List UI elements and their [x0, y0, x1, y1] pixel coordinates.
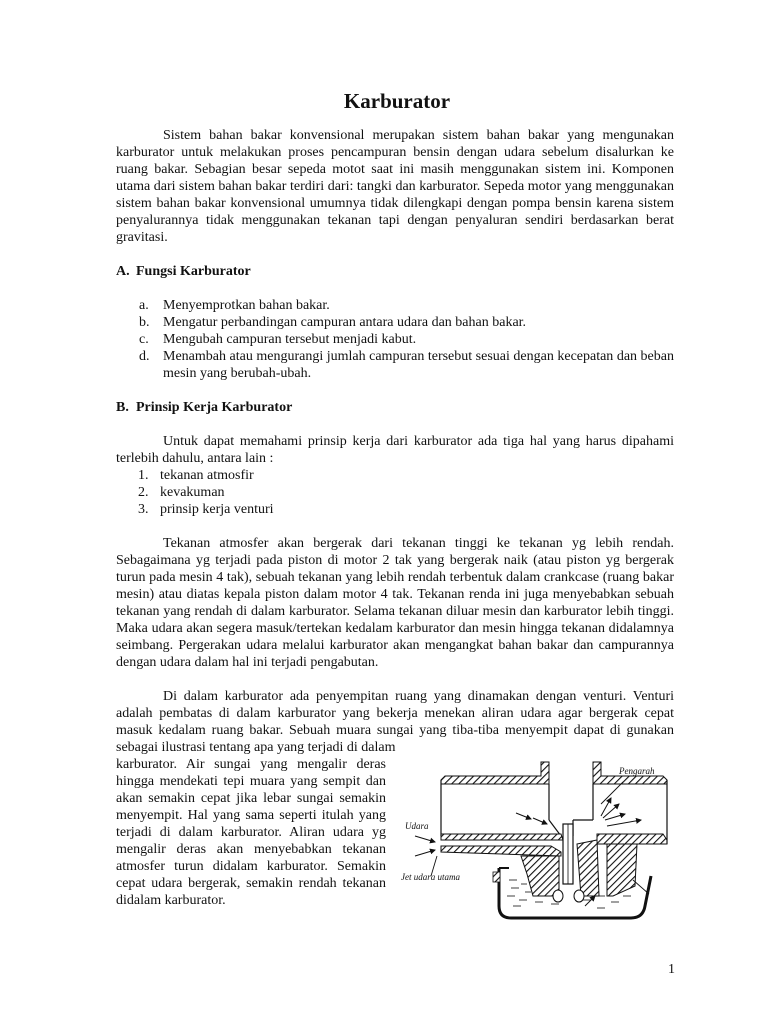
section-b-title: Prinsip Kerja Karburator [136, 400, 293, 415]
list-marker: c. [139, 332, 149, 347]
section-b-intro: Untuk dapat memahami prinsip kerja dari karburator ada tiga hal yang harus dipahami terlebih dahulu, antara lain : [116, 434, 674, 466]
list-marker: 2. [138, 485, 149, 500]
section-a-label: A. [116, 264, 130, 279]
paragraph-venturi-continued: karburator. Air sungai yang mengalir deras hingga mendekati tepi muara yang sempit dan akan semakin cepat jika lebar sungai semakin menyempit. Hal yang sama seperti itulah yang terjadi di dalam karburator. Aliran udara yg mengalir deras akan menyebabkan tekanan atmosfer turun didalam karburator. Semakin cepat udara bergerak, semakin rendah tekanan didalam karburator. [116, 757, 386, 908]
page-content [116, 88, 674, 909]
list-marker: d. [139, 349, 150, 364]
section-b-label: B. [116, 400, 129, 415]
list-text: Menambah atau mengurangi jumlah campuran tersebut sesuai dengan kecepatan dan beban mesin yang berubah-ubah. [163, 349, 674, 381]
list-item [116, 501, 674, 518]
venturi-wrap [116, 756, 674, 909]
list-item [116, 297, 674, 314]
fungsi-list [116, 297, 674, 382]
label-jet-udara-utama: Jet udara utama [401, 872, 460, 882]
list-text: prinsip kerja venturi [160, 502, 274, 517]
section-b-heading [116, 399, 674, 416]
page-number: 1 [668, 962, 675, 977]
section-a-title: Fungsi Karburator [136, 264, 251, 279]
document-title: Karburator [343, 89, 451, 113]
list-item [116, 331, 674, 348]
label-pengarah: Pengarah [619, 766, 655, 776]
carburetor-diagram [401, 756, 686, 921]
list-item [116, 484, 674, 501]
list-text: Menyemprotkan bahan bakar. [163, 298, 330, 313]
list-text: tekanan atmosfir [160, 468, 254, 483]
list-item [116, 348, 674, 382]
prinsip-list [116, 467, 674, 518]
paragraph-venturi: Di dalam karburator ada penyempitan ruang yang dinamakan dengan venturi. Venturi adalah pembatas di dalam karburator yang bekerja menekan aliran udara agar bergerak cepat masuk kedalam ruang bakar. Sebuah muara sungai yang tiba-tiba menyempit dapat di gunakan sebagai ilustrasi tentang apa yang terjadi di dalam [116, 689, 674, 755]
list-marker: b. [139, 315, 150, 330]
list-marker: 1. [138, 468, 149, 483]
section-a-heading [116, 263, 674, 280]
list-text: kevakuman [160, 485, 225, 500]
list-item [116, 467, 674, 484]
list-marker: 3. [138, 502, 149, 517]
label-udara: Udara [405, 821, 429, 831]
list-item [116, 314, 674, 331]
paragraph-tekanan: Tekanan atmosfer akan bergerak dari tekanan tinggi ke tekanan yg lebih rendah. Sebagaimana yg terjadi pada piston di motor 2 tak yang bergerak naik (atau piston yg bergerak turun pada mesin 4 tak), sebuah tekanan yang lebih rendah terbentuk dalam crankcase (ruang bakar mesin) atau diatas kepala piston dalam motor 4 tak. Tekanan renda ini juga menyebabkan sebuah tekanan yang rendah di dalam karburator. Selama tekanan diluar mesin dan karburator lebih tinggi. Maka udara akan segera masuk/tertekan kedalam karburator dan mesin hingga tekanan didalamnya seimbang. Pergerakan udara melalui karburator akan mengangkat bahan bakar dan campurannya dengan udara dalam hal ini terjadi pengabutan. [116, 536, 674, 670]
list-text: Mengubah campuran tersebut menjadi kabut. [163, 332, 417, 347]
intro-paragraph: Sistem bahan bakar konvensional merupakan sistem bahan bakar yang mengunakan karburator untuk melakukan proses pencampuran bensin dengan udara sebelum disalurkan ke ruang bakar. Sebagian besar sepeda motot saat ini masih menggunakan sistem ini. Komponen utama dari sistem bahan bakar terdiri dari: tangki dan karburator. Sepeda motor yang menggunakan sistem bahan bakar konvensional umumnya tidak dilengkapi dengan pompa bensin karena sistem penyalurannya tidak menggunakan tekanan tapi dengan penyaluran sendiri berdasarkan berat gravitasi. [116, 128, 674, 245]
list-marker: a. [139, 298, 149, 313]
list-text: Mengatur perbandingan campuran antara udara dan bahan bakar. [163, 315, 527, 330]
